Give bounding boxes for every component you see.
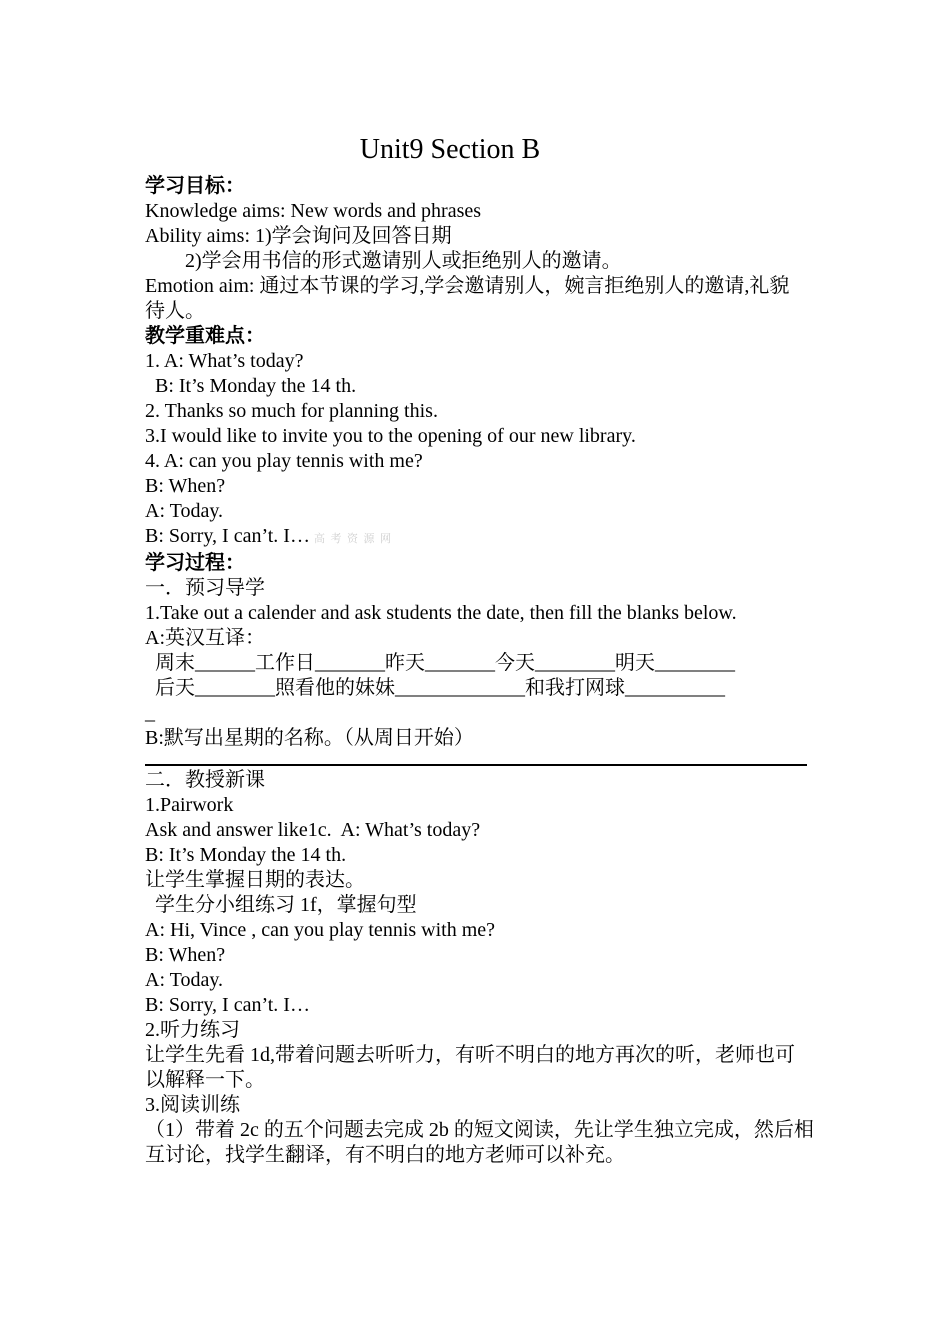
emotion-aim: Emotion aim: 通过本节课的学习,学会邀请别人，婉言拒绝别人的邀请,礼貌待人。 [145, 275, 790, 322]
document-title: Unit9 Section B [359, 134, 541, 165]
key-point-line: B: When? [145, 475, 226, 497]
pairwork-title: 1.Pairwork [145, 794, 234, 816]
answer-line [145, 764, 807, 766]
section1-a-heading: A:英汉互译： [145, 627, 265, 649]
pairwork-line: Ask and answer like1c. A: What’s today? [145, 819, 481, 841]
listening-title: 2.听力练习 [145, 1019, 240, 1041]
reading-text: （1）带着 2c 的五个问题去完成 2b 的短文阅读，先让学生独立完成，然后相互讨论，找学生翻译，有不明白的地方老师可以补充。 [145, 1119, 814, 1166]
section1-b-heading: B:默写出星期的名称。（从周日开始） [145, 727, 474, 749]
pairwork-line: B: When? [145, 944, 226, 966]
key-point-line: B: It’s Monday the 14 th. [145, 375, 357, 397]
section1-item1: 1.Take out a calender and ask students the date, then fill the blanks below. [145, 602, 737, 624]
section2-heading: 二．教授新课 [145, 769, 265, 791]
pairwork-line: B: Sorry, I can’t. I… [145, 994, 310, 1016]
pairwork-line: A: Hi, Vince , can you play tennis with me? [145, 919, 496, 941]
key-point-line: 2. Thanks so much for planning this. [145, 400, 438, 422]
watermark-text: 高 考 资 源 网 [313, 532, 392, 545]
knowledge-aims: Knowledge aims: New words and phrases [145, 200, 482, 222]
listening-text: 让学生先看 1d,带着问题去听听力，有听不明白的地方再次的听，老师也可以解释一下。 [145, 1044, 795, 1091]
ability-aims-1: Ability aims: 1)学会询问及回答日期 [145, 225, 452, 247]
objectives-heading: 学习目标： [145, 175, 245, 197]
ability-aims-2: 2)学会用书信的形式邀请别人或拒绝别人的邀请。 [145, 250, 622, 272]
pairwork-line: 学生分小组练习 1f，掌握句型 [145, 894, 417, 916]
translation-row-2: 后天________照看他的妹妹_____________和我打网球__________ [145, 677, 725, 699]
key-point-line: A: Today. [145, 500, 224, 522]
pairwork-line: 让学生掌握日期的表达。 [145, 869, 365, 891]
key-point-text: B: Sorry, I can’t. I… [145, 525, 310, 547]
key-point-line: 1. A: What’s today? [145, 350, 304, 372]
section1-heading: 一．预习导学 [145, 577, 265, 599]
reading-title: 3.阅读训练 [145, 1094, 240, 1116]
pairwork-line: B: It’s Monday the 14 th. [145, 844, 347, 866]
translation-row-2-tail: _ [145, 702, 155, 724]
pairwork-line: A: Today. [145, 969, 224, 991]
process-heading: 学习过程： [145, 552, 245, 574]
key-point-line: 3.I would like to invite you to the opening of our new library. [145, 425, 636, 447]
translation-row-1: 周末______工作日_______昨天_______今天________明天________ [145, 652, 735, 674]
key-point-line: 4. A: can you play tennis with me? [145, 450, 423, 472]
key-points-heading: 教学重难点： [145, 325, 265, 347]
document-body [145, 174, 814, 1168]
key-point-line-last [145, 524, 807, 551]
